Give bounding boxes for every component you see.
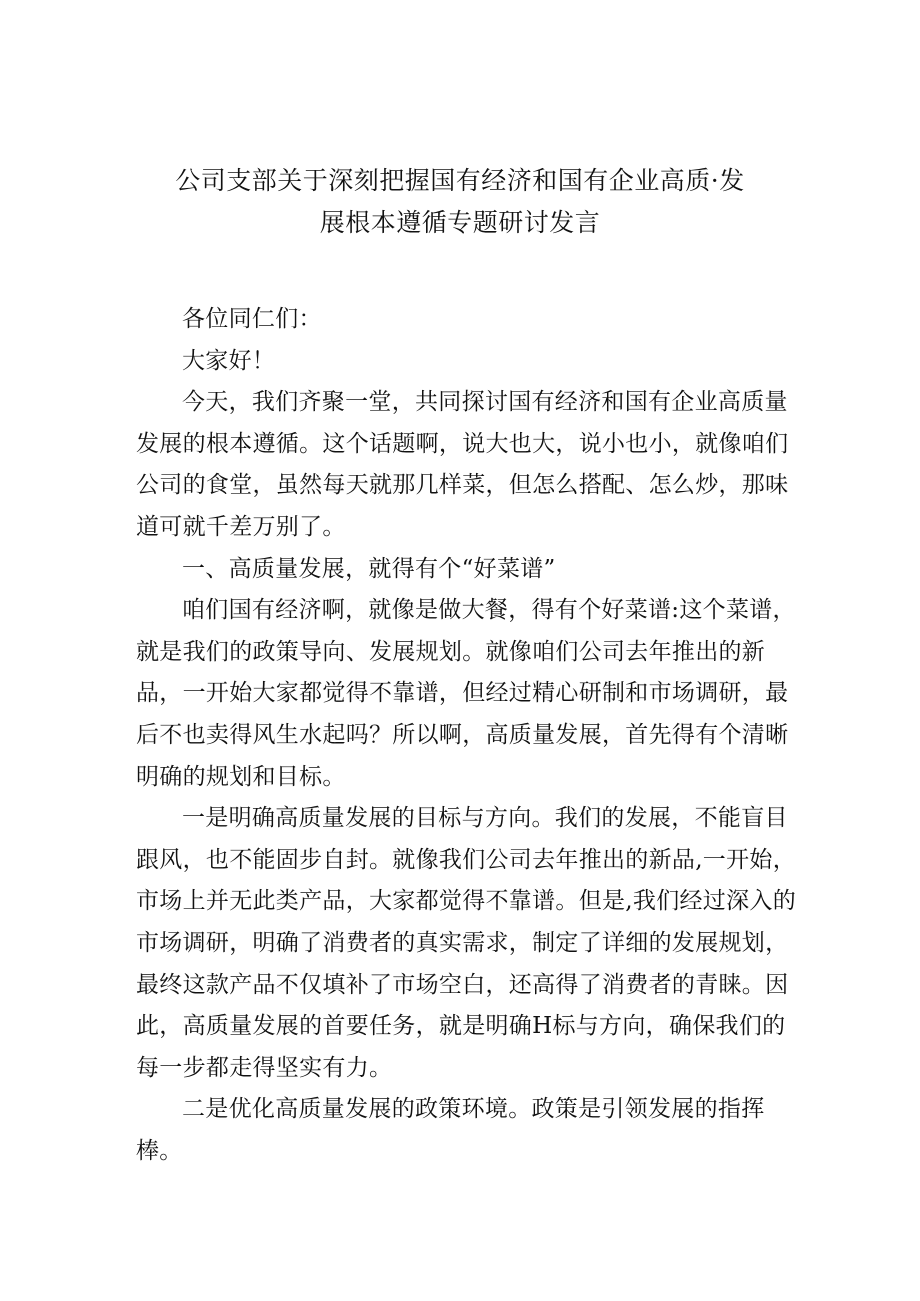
intro-paragraph: 今天，我们齐聚一堂，共同探讨国有经济和国有企业高质量发展的根本遵循。这个话题啊，说大也大，说小也小，就像咱们公司的食堂，虽然每天就那几样菜，但怎么搭配、怎么炒，那味道可就千差万别了。 [136,389,789,540]
salutation: 各位同仁们： [182,306,322,332]
document-body [136,299,796,1172]
point-1-paragraph: 一是明确高质量发展的目标与方向。我们的发展，不能盲目跟风，也不能固步自封。就像我们公司去年推出的新品,一开始，市场上并无此类产品，大家都觉得不靠谱。但是,我们经过深入的市场调研，明确了消费者的真实需求，制定了详细的发展规划，最终这款产品不仅填补了市场空白，还高得了消费者的青睐。因此，高质量发展的首要任务，就是明确H标与方向，确保我们的每一步都走得坚实有力。 [136,805,797,1081]
section-1-paragraph: 咱们国有经济啊，就像是做大餐，得有个好菜谱:这个菜谱，就是我们的政策导向、发展规划。就像咱们公司去年推出的新品，一开始大家都觉得不靠谱，但经过精心研制和市场调研，最后不也卖得风生水起吗？所以啊，高质量发展，首先得有个清晰明确的规划和目标。 [136,597,796,790]
document-title-line-1: 公司支部关于深刻把握国有经济和国有企业高质·发 [175,166,745,195]
greeting: 大家好！ [182,347,276,374]
point-2-paragraph: 二是优化高质量发展的政策环境。政策是引领发展的指挥棒。 [136,1096,765,1164]
document-title-line-2: 展根本遵循专题研讨发言 [319,208,601,237]
section-heading-1: 一、高质量发展，就得有个“好菜谱” [182,555,556,582]
